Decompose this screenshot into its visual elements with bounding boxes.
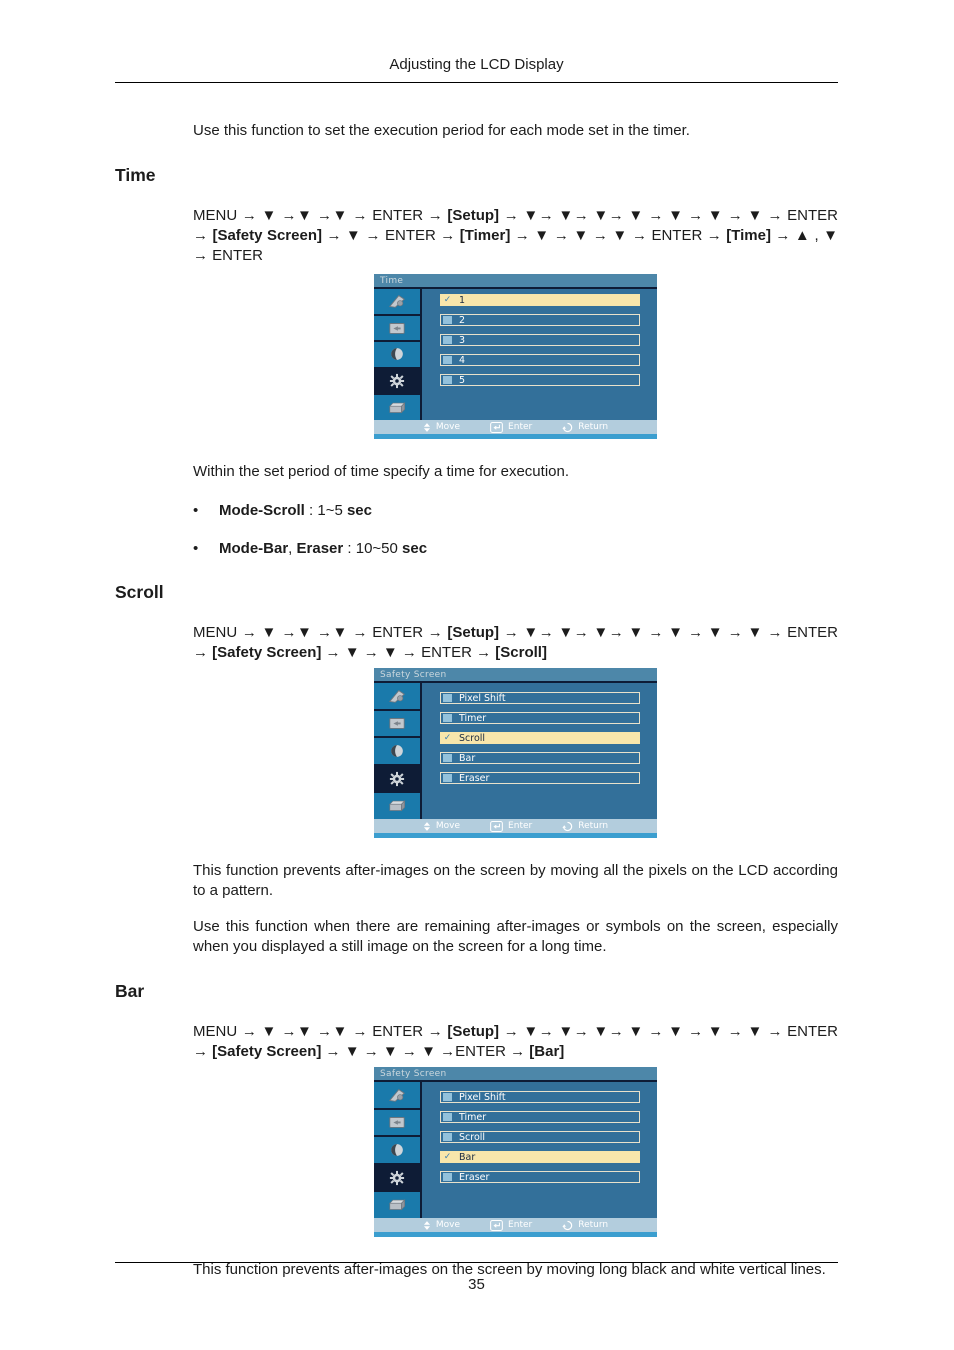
osd-menu-item-eraser bbox=[440, 1171, 640, 1183]
osd-sidebar bbox=[374, 683, 422, 819]
osd-control-label: Enter bbox=[508, 422, 533, 432]
move-icon bbox=[423, 422, 431, 433]
input-tile bbox=[374, 289, 420, 314]
osd-menu-list bbox=[422, 683, 657, 819]
item-chip bbox=[443, 694, 452, 702]
enter-icon bbox=[490, 1220, 503, 1231]
osd-menu-item-scroll bbox=[440, 1131, 640, 1143]
check-icon: ✓ bbox=[443, 732, 452, 743]
osd-control-label: Return bbox=[578, 1220, 609, 1230]
picture-tile bbox=[374, 711, 420, 737]
osd-item-label: Scroll bbox=[459, 732, 486, 744]
bar-paragraph: This function prevents after-images on the screen by moving long black and white vertical lines. bbox=[193, 1261, 826, 1278]
osd-item-label: Pixel Shift bbox=[459, 1091, 506, 1103]
osd-item-label: 4 bbox=[459, 354, 466, 366]
multi-control-tile bbox=[374, 793, 420, 819]
bullet-marker: • bbox=[193, 540, 199, 557]
osd-main-area bbox=[374, 681, 657, 819]
picture-icon bbox=[386, 714, 408, 732]
item-chip bbox=[443, 774, 452, 782]
sound-icon bbox=[387, 345, 407, 363]
osd-title-text: Time bbox=[380, 275, 404, 286]
return-icon bbox=[562, 821, 573, 832]
input-tile bbox=[374, 1082, 420, 1108]
setup-tile bbox=[374, 1165, 420, 1191]
osd-screenshot-bar bbox=[374, 1067, 657, 1237]
osd-item-label: 1 bbox=[459, 294, 466, 306]
enter-icon bbox=[490, 422, 503, 433]
sound-icon bbox=[387, 1141, 407, 1159]
sound-icon bbox=[387, 742, 407, 760]
osd-menu-item-5 bbox=[440, 374, 640, 386]
setup-icon bbox=[387, 1169, 407, 1187]
item-chip bbox=[443, 336, 452, 344]
osd-sidebar bbox=[374, 1082, 422, 1218]
osd-title-bar bbox=[374, 274, 657, 287]
osd-control-enter bbox=[490, 422, 532, 433]
osd-control-label: Move bbox=[435, 422, 461, 432]
section-heading-bar: Bar bbox=[115, 981, 145, 1001]
osd-bottom-strip bbox=[374, 1232, 657, 1237]
multi-control-icon bbox=[386, 797, 408, 815]
osd-item-label: Scroll bbox=[459, 1131, 486, 1143]
osd-menu-item-1 bbox=[440, 294, 640, 306]
osd-title-bar bbox=[374, 1067, 657, 1080]
osd-main-area bbox=[374, 1080, 657, 1218]
osd-control-move bbox=[423, 422, 460, 433]
osd-menu-item-timer bbox=[440, 1111, 640, 1123]
osd-title-text: Safety Screen bbox=[380, 669, 447, 680]
osd-footer-bar bbox=[374, 819, 657, 833]
scroll-paragraph-2: Use this function when there are remaining after-images or symbols on the screen, especially when you displayed a still image on the screen for a long time. bbox=[193, 918, 838, 955]
input-icon bbox=[386, 687, 408, 705]
osd-menu-item-bar bbox=[440, 752, 640, 764]
sound-tile bbox=[374, 342, 420, 367]
input-icon bbox=[386, 292, 408, 310]
page-number: 35 bbox=[468, 1276, 485, 1293]
osd-menu-item-2 bbox=[440, 314, 640, 326]
osd-control-move bbox=[423, 821, 460, 832]
bullet-marker: • bbox=[193, 502, 199, 519]
osd-control-enter bbox=[490, 821, 532, 832]
section-heading-time: Time bbox=[115, 165, 156, 185]
osd-item-label: Eraser bbox=[459, 1171, 490, 1183]
osd-figure-time bbox=[193, 274, 838, 439]
osd-sidebar bbox=[374, 289, 422, 420]
osd-item-label: 3 bbox=[459, 334, 466, 346]
osd-control-move bbox=[423, 1220, 460, 1231]
return-icon bbox=[562, 422, 573, 433]
osd-control-enter bbox=[490, 1220, 532, 1231]
bullet-list bbox=[115, 502, 838, 558]
move-icon bbox=[423, 821, 431, 832]
osd-bottom-strip bbox=[374, 833, 657, 838]
picture-tile bbox=[374, 316, 420, 341]
osd-item-label: Timer bbox=[459, 712, 487, 724]
setup-icon bbox=[387, 372, 407, 390]
osd-control-return bbox=[562, 422, 608, 433]
osd-control-label: Enter bbox=[508, 1220, 533, 1230]
osd-control-return bbox=[562, 1220, 608, 1231]
item-chip bbox=[443, 1113, 452, 1121]
osd-footer-bar bbox=[374, 420, 657, 434]
osd-control-label: Return bbox=[578, 422, 609, 432]
osd-item-label: Bar bbox=[459, 752, 476, 764]
check-icon: ✓ bbox=[443, 294, 452, 305]
sound-tile bbox=[374, 738, 420, 764]
item-chip bbox=[443, 754, 452, 762]
osd-control-label: Return bbox=[578, 821, 609, 831]
osd-menu-item-pixel-shift bbox=[440, 692, 640, 704]
document-footer bbox=[115, 1262, 838, 1293]
scroll-paragraph-1: This function prevents after-images on the screen by moving all the pixels on the LCD according to a pattern. bbox=[193, 862, 838, 899]
input-tile bbox=[374, 683, 420, 709]
osd-screenshot-scroll bbox=[374, 668, 657, 838]
item-chip bbox=[443, 316, 452, 324]
osd-main-area bbox=[374, 287, 657, 420]
osd-menu-item-3 bbox=[440, 334, 640, 346]
osd-menu-item-bar bbox=[440, 1151, 640, 1163]
time-paragraph: Within the set period of time specify a time for execution. bbox=[193, 463, 570, 480]
multi-control-icon bbox=[386, 399, 408, 417]
osd-item-label: Timer bbox=[459, 1111, 487, 1123]
osd-control-label: Move bbox=[435, 1220, 461, 1230]
bullet-item-mode-scroll bbox=[193, 502, 838, 520]
setup-icon bbox=[387, 770, 407, 788]
menu-sequence-bar: MENU → ▼ →▼ →▼ → ENTER → [Setup] → ▼→ ▼→ ▼→ ▼ → ▼ → ▼ → ▼ → ENTER → [Safety Screen] → ▼ → ▼ → ▼ →ENTER → [Bar] bbox=[193, 1023, 838, 1060]
menu-sequence-scroll: MENU → ▼ →▼ →▼ → ENTER → [Setup] → ▼→ ▼→ ▼→ ▼ → ▼ → ▼ → ▼ → ENTER → [Safety Screen] → ▼ → ▼ → ENTER → [Scroll] bbox=[193, 624, 838, 661]
bullet-item-mode-bar-eraser bbox=[193, 540, 838, 558]
item-chip bbox=[443, 1133, 452, 1141]
osd-control-return bbox=[562, 821, 608, 832]
osd-item-label: 2 bbox=[459, 314, 466, 326]
osd-menu-item-scroll bbox=[440, 732, 640, 744]
picture-icon bbox=[386, 319, 408, 337]
osd-figure-bar bbox=[193, 1067, 838, 1237]
section-heading-scroll: Scroll bbox=[115, 582, 164, 602]
osd-item-label: Bar bbox=[459, 1151, 476, 1163]
osd-footer-bar bbox=[374, 1218, 657, 1232]
item-chip bbox=[443, 1093, 452, 1101]
osd-menu-list bbox=[422, 1082, 657, 1218]
osd-item-label: 5 bbox=[459, 374, 466, 386]
document-header bbox=[115, 56, 838, 83]
picture-icon bbox=[386, 1113, 408, 1131]
item-chip bbox=[443, 356, 452, 364]
osd-menu-item-4 bbox=[440, 354, 640, 366]
osd-title-text: Safety Screen bbox=[380, 1068, 447, 1079]
multi-control-tile bbox=[374, 1192, 420, 1218]
intro-paragraph: Use this function to set the execution period for each mode set in the timer. bbox=[193, 122, 690, 139]
item-chip bbox=[443, 376, 452, 384]
move-icon bbox=[423, 1220, 431, 1231]
osd-menu-item-eraser bbox=[440, 772, 640, 784]
item-chip bbox=[443, 714, 452, 722]
bullet-text: Mode-Bar, Eraser : 10~50 sec bbox=[219, 540, 428, 557]
menu-sequence-time: MENU → ▼ →▼ →▼ → ENTER → [Setup] → ▼→ ▼→ ▼→ ▼ → ▼ → ▼ → ▼ → ENTER → [Safety Screen] → ▼ → ENTER → [Timer] → ▼ → ▼ → ▼ → ENTER → [Time] → ▲ , ▼ → ENTER bbox=[193, 207, 838, 264]
picture-tile bbox=[374, 1110, 420, 1136]
osd-menu-item-timer bbox=[440, 712, 640, 724]
check-icon: ✓ bbox=[443, 1151, 452, 1162]
sound-tile bbox=[374, 1137, 420, 1163]
osd-menu-item-pixel-shift bbox=[440, 1091, 640, 1103]
osd-control-label: Enter bbox=[508, 821, 533, 831]
enter-icon bbox=[490, 821, 503, 832]
item-chip bbox=[443, 1173, 452, 1181]
bullet-text: Mode-Scroll : 1~5 sec bbox=[219, 502, 372, 519]
multi-control-tile bbox=[374, 395, 420, 420]
osd-title-bar bbox=[374, 668, 657, 681]
input-icon bbox=[386, 1086, 408, 1104]
setup-tile bbox=[374, 766, 420, 792]
osd-screenshot-time bbox=[374, 274, 657, 439]
osd-figure-scroll bbox=[193, 668, 838, 838]
header-title: Adjusting the LCD Display bbox=[389, 56, 564, 73]
osd-item-label: Pixel Shift bbox=[459, 692, 506, 704]
osd-bottom-strip bbox=[374, 434, 657, 439]
osd-menu-list bbox=[422, 289, 657, 420]
return-icon bbox=[562, 1220, 573, 1231]
multi-control-icon bbox=[386, 1196, 408, 1214]
osd-item-label: Eraser bbox=[459, 772, 490, 784]
setup-tile bbox=[374, 369, 420, 394]
osd-control-label: Move bbox=[435, 821, 461, 831]
